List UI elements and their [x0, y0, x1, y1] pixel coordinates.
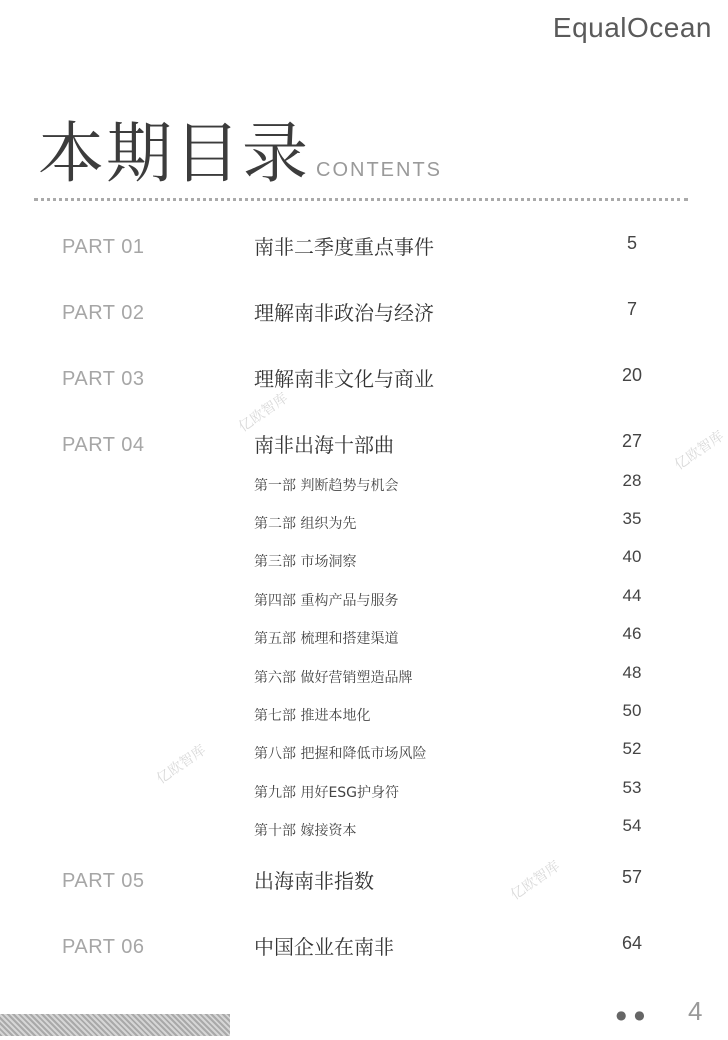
page-title	[38, 100, 442, 195]
part-title[interactable]: 出海南非指数	[254, 869, 374, 893]
page-number: 28	[622, 471, 642, 490]
toc-part[interactable]	[0, 298, 720, 328]
part-title[interactable]: 理解南非政治与经济	[254, 301, 434, 325]
sub-item-title[interactable]: 第二部 组织为先	[254, 516, 357, 532]
part-label: PART 04	[62, 434, 145, 456]
footer-bar	[0, 1014, 230, 1036]
sub-item-title[interactable]: 第一部 判断趋势与机会	[254, 478, 399, 494]
page-number: 64	[621, 933, 643, 953]
toc-part[interactable]	[0, 232, 720, 262]
page-number: 35	[622, 509, 642, 528]
sub-item-title[interactable]: 第九部 用好ESG护身符	[254, 785, 400, 801]
toc-sub-item[interactable]	[0, 816, 720, 843]
sub-item-title[interactable]: 第七部 推进本地化	[254, 708, 371, 724]
toc-sub-item[interactable]	[0, 471, 720, 498]
toc-part[interactable]	[0, 430, 720, 460]
sub-item-title[interactable]: 第八部 把握和降低市场风险	[254, 746, 427, 762]
watermark: 亿欧智库	[153, 742, 210, 788]
page-number: 46	[622, 624, 642, 643]
part-title[interactable]: 南非二季度重点事件	[254, 235, 434, 259]
toc-sub-item[interactable]	[0, 739, 720, 766]
toc-part[interactable]	[0, 932, 720, 962]
sub-item-title[interactable]: 第六部 做好营销塑造品牌	[254, 670, 413, 686]
page-number: 54	[622, 816, 642, 835]
toc-sub-item[interactable]	[0, 701, 720, 728]
toc-part[interactable]	[0, 866, 720, 896]
watermark: 亿欧智库	[235, 390, 292, 436]
toc-sub-item[interactable]	[0, 509, 720, 536]
brand-logo: EqualOcean	[552, 12, 712, 43]
page-number: 27	[621, 431, 643, 451]
footer-dots: ● ●	[616, 1008, 647, 1022]
sub-item-title[interactable]: 第三部 市场洞察	[254, 554, 357, 570]
page-number: 40	[622, 547, 642, 566]
page-number: 50	[622, 701, 642, 720]
part-label: PART 02	[62, 302, 145, 324]
page-number: 57	[621, 867, 643, 887]
part-title[interactable]: 中国企业在南非	[254, 935, 394, 959]
page-title-en: CONTENTS	[316, 159, 442, 181]
page-number: 5	[626, 233, 637, 253]
page-number: 44	[622, 586, 642, 605]
watermark: 亿欧智库	[507, 858, 564, 904]
part-label: PART 06	[62, 936, 145, 958]
sub-item-title[interactable]: 第四部 重构产品与服务	[254, 593, 399, 609]
toc-sub-item[interactable]	[0, 586, 720, 613]
page-number: 20	[621, 365, 643, 385]
page-number: 48	[622, 663, 642, 682]
part-title[interactable]: 南非出海十部曲	[254, 433, 394, 457]
part-label: PART 05	[62, 870, 145, 892]
sub-item-title[interactable]: 第十部 嫁接资本	[254, 823, 357, 839]
part-title[interactable]: 理解南非文化与商业	[254, 367, 434, 391]
page-number: 52	[622, 739, 642, 758]
part-label: PART 03	[62, 368, 145, 390]
toc-sub-item[interactable]	[0, 547, 720, 574]
title-divider	[34, 198, 688, 201]
page-title-zh: 本期目录	[38, 115, 310, 192]
part-label: PART 01	[62, 236, 145, 258]
page-number: 53	[622, 778, 642, 797]
toc-sub-item[interactable]	[0, 624, 720, 651]
watermark: 亿欧智库	[671, 428, 728, 474]
page-number: 7	[626, 299, 637, 319]
toc-sub-item[interactable]	[0, 663, 720, 690]
sub-item-title[interactable]: 第五部 梳理和搭建渠道	[254, 631, 399, 647]
footer-page-number: 4	[688, 996, 703, 1026]
toc-sub-item[interactable]	[0, 778, 720, 805]
toc-part[interactable]	[0, 364, 720, 394]
